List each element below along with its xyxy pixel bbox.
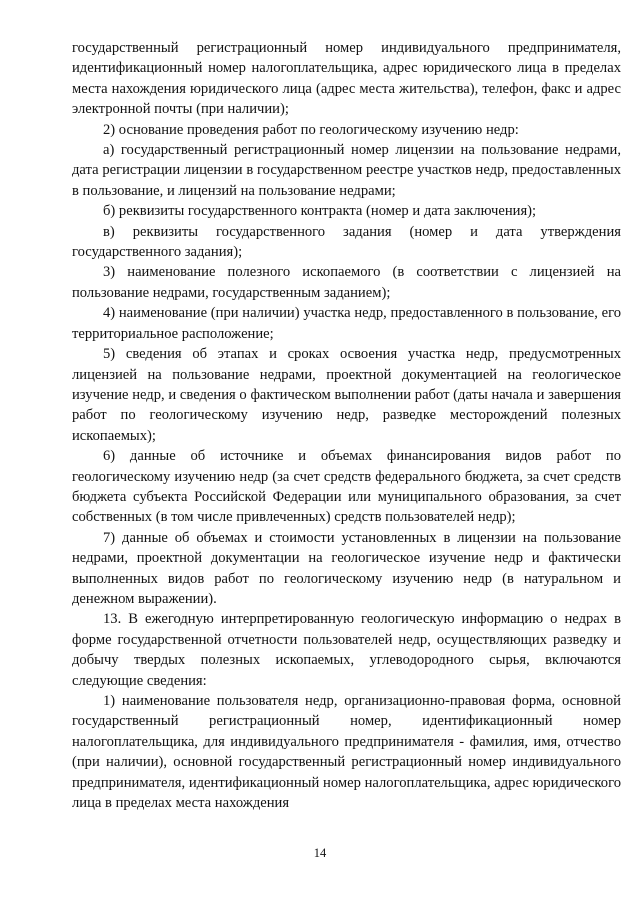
paragraph-section-13: 13. В ежегодную интерпретированную геологическую информацию о недрах в форме государственной отчетности пользователей недр, осуществляющих разведку и добычу твердых полезных ископаемых, углеводородного сырья, включаются следующие сведения:	[72, 611, 621, 689]
paragraph-item-5: 5) сведения об этапах и сроках освоения участка недр, предусмотренных лицензией на пользование недрами, проектной документацией на геологическое изучение недр, и сведения о фактическом выполнении работ (даты начала и завершения работ по геологическому изучению недр, разведке месторождений полезных ископаемых);	[72, 346, 621, 444]
paragraph-continuation: государственный регистрационный номер индивидуального предпринимателя, идентификационный номер налогоплательщика, адрес юридического лица в пределах места нахождения юридического лица (адрес места жительства), телефон, факс и адрес электронной почты (при наличии);	[72, 40, 621, 118]
paragraph-section-13-item-1: 1) наименование пользователя недр, организационно-правовая форма, основной государственный регистрационный номер, идентификационный номер налогоплательщика, для индивидуального предпринимателя - фамилия, имя, отчество (при наличии), основной государственный регистрационный номер индивидуального предпринимателя, идентификационный номер налогоплательщика, адрес юридического лица в пределах места нахождения	[72, 693, 621, 812]
paragraph-item-3: 3) наименование полезного ископаемого (в соответствии с лицензией на пользование недрами, государственным заданием);	[72, 264, 621, 301]
paragraph-item-6: 6) данные об источнике и объемах финансирования видов работ по геологическому изучению недр (за счет средств федерального бюджета, за счет средств бюджета субъекта Российской Федерации или муниципального образования, за счет собственных (в том числе привлеченных) средств пользователей недр);	[72, 448, 621, 526]
paragraph-item-2b: б) реквизиты государственного контракта (номер и дата заключения);	[103, 203, 537, 220]
paragraph-item-2c: в) реквизиты государственного задания (номер и дата утверждения государственного задания);	[72, 223, 621, 261]
page-number: 14	[313, 846, 327, 860]
paragraph-item-7: 7) данные об объемах и стоимости установленных в лицензии на пользование недрами, проектной документации на геологическое изучение недр и фактически выполненных видов работ по геологическому изучению недр (в натуральном и денежном выражении).	[72, 529, 621, 607]
paragraph-item-2a: а) государственный регистрационный номер лицензии на пользование недрами, дата регистрации лицензии в государственном реестре участков недр, предоставленных в пользование, и лицензий на пользование недрами;	[72, 142, 621, 199]
document-body	[72, 38, 621, 813]
paragraph-item-4: 4) наименование (при наличии) участка недр, предоставленного в пользование, его территориальное расположение;	[72, 305, 621, 342]
paragraph-item-2: 2) основание проведения работ по геологическому изучению недр:	[103, 121, 519, 138]
